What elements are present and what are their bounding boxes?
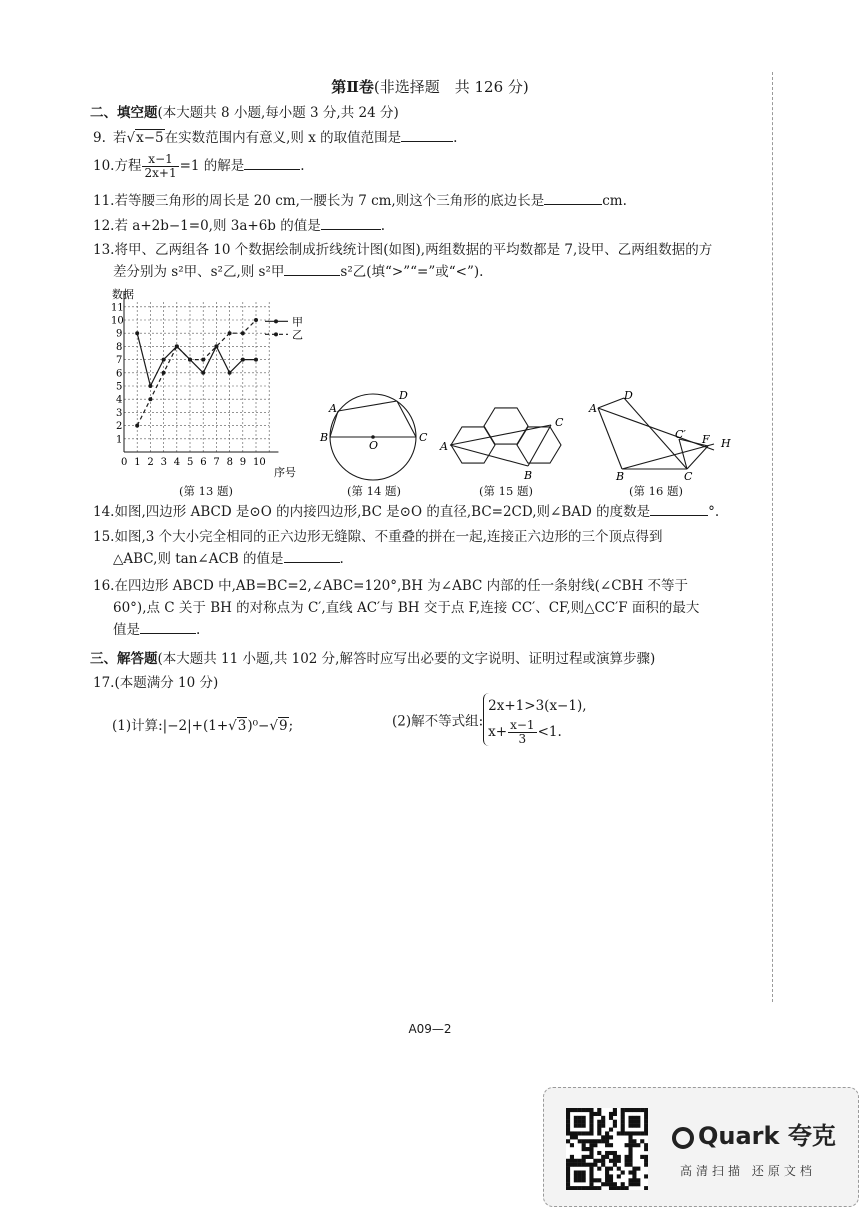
caption-15: (第 15 题) (479, 484, 533, 498)
chart-legend (265, 315, 303, 341)
label-c-prime: C′ (675, 428, 686, 441)
data-point (135, 424, 139, 428)
legend-marker (274, 319, 278, 323)
y-tick-label: 10 (111, 315, 124, 327)
label-d: D (399, 389, 408, 402)
answer-blank (284, 261, 340, 276)
data-point (175, 344, 179, 348)
x-tick-label: 7 (213, 457, 220, 468)
caption-13: (第 13 题) (179, 484, 233, 498)
data-point (162, 371, 166, 375)
label-c: C (684, 470, 693, 482)
inequality-system: 2x+1>3(x−1), x+ $\frac{x-1}{3}$ <1. (483, 693, 586, 746)
x-tick-label: 5 (187, 457, 194, 468)
qr-code-icon (566, 1108, 648, 1190)
label-f: F (702, 433, 710, 446)
question-17-header: 17.(本题满分 10 分) (93, 675, 219, 691)
chart-grid (124, 300, 269, 452)
y-tick-label: 3 (116, 407, 123, 419)
label-a: A (440, 440, 448, 453)
question-11: 11.若等腰三角形的周长是 20 cm,一腰长为 7 cm,则这个三角形的底边长是 cm. (93, 190, 753, 212)
x-tick-label: 2 (147, 457, 154, 468)
y-tick-label: 1 (116, 434, 123, 446)
data-point (201, 358, 205, 362)
data-point (228, 331, 232, 335)
data-point (228, 371, 232, 375)
question-15: 15.如图,3 个大小完全相同的正六边形无缝隙、不重叠的拼在一起,连接正六边形的三个顶点得到 △ABC,则 tan∠ACB 的值是 . (93, 529, 663, 567)
x-tick-label: 0 (121, 457, 128, 468)
y-tick-label: 2 (116, 421, 123, 433)
x-tick-label: 1 (134, 457, 141, 468)
label-o: O (369, 439, 379, 452)
question-17-part-1: (1)计算:|−2|+(1+√3)⁰−√9; (112, 718, 294, 734)
question-10: 10.方程 $\frac{x-1}{2x+1}$ =1 的解是 . (93, 152, 305, 180)
figure-15-hexagons (438, 398, 578, 484)
label-a: A (329, 402, 337, 415)
page-title: 第Ⅱ卷(非选择题 共 126 分) (331, 78, 529, 96)
label-b: B (616, 470, 625, 482)
quark-logo-icon (672, 1127, 694, 1149)
question-13: 13.将甲、乙两组各 10 个数据绘制成折线统计图(如图),两组数据的平均数都是 7,设甲、乙两组数据的方 差分别为 s²甲、s²乙,则 s²甲 s²乙(填“>”“=”或“<”). (93, 242, 713, 280)
label-b: B (320, 431, 329, 444)
figure-16-quadrilateral (584, 390, 734, 482)
y-tick-label: 11 (111, 302, 124, 314)
legend-label: 甲 (292, 315, 303, 329)
data-point (254, 358, 258, 362)
section-two-heading: 二、填空题(本大题共 8 小题,每小题 3 分,共 24 分) (90, 105, 399, 121)
data-point (162, 358, 166, 362)
quark-tagline: 高清扫描 还原文档 (680, 1164, 816, 1178)
legend-label: 乙 (292, 328, 303, 342)
y-tick-label: 7 (116, 355, 123, 367)
x-tick-label: 8 (226, 457, 233, 468)
margin-dashed-line (772, 72, 773, 1002)
data-point (148, 397, 152, 401)
section-three-heading: 三、解答题(本大题共 11 小题,共 102 分,解答时应写出必要的文字说明、证明过程或演算步骤) (90, 651, 656, 667)
y-tick-label: 9 (116, 328, 123, 340)
data-point (214, 344, 218, 348)
x-tick-label: 3 (160, 457, 167, 468)
answer-blank (401, 127, 453, 142)
answer-blank (321, 215, 381, 230)
answer-blank (140, 619, 196, 634)
answer-blank (284, 548, 340, 563)
data-point (241, 331, 245, 335)
chart-xlabel: 序号 (274, 466, 296, 479)
question-16: 16.在四边形 ABCD 中,AB=BC=2,∠ABC=120°,BH 为∠ABC 内部的任一条射线(∠CBH 不等于 60°),点 C 关于 BH 的对称点为 C′,直线 AC′与 BH 交于点 F,连接 CC′、CF,则△CC′F 面积的最大 值是 . (93, 578, 700, 638)
chart-ylabel: 数据 (112, 288, 134, 301)
label-a: A (589, 402, 597, 415)
y-tick-label: 5 (116, 381, 123, 393)
y-tick-label: 8 (116, 341, 123, 353)
legend-marker (274, 332, 278, 336)
question-17-part-2: (2)解不等式组:2x+1>3(x−1), x+ $\frac{x-1}{3}$ <1. (392, 693, 587, 746)
question-9: 9. 若√x−5在实数范围内有意义,则 x 的取值范围是 . (93, 127, 753, 149)
data-point (254, 318, 258, 322)
x-tick-label: 9 (239, 457, 247, 468)
caption-16: (第 16 题) (629, 484, 683, 498)
page-footer: A09—2 (408, 1022, 452, 1036)
data-point (148, 384, 152, 388)
label-h: H (721, 437, 731, 450)
label-c: C (555, 416, 564, 429)
question-12: 12.若 a+2b−1=0,则 3a+6b 的值是 . (93, 215, 753, 237)
fraction: $\frac{x-1}{2x+1}$ (144, 152, 177, 180)
x-tick-label: 10 (253, 457, 266, 468)
question-14: 14.如图,四边形 ABCD 是⊙O 的内接四边形,BC 是⊙O 的直径,BC=2CD,则∠BAD 的度数是 °. (93, 501, 753, 523)
quark-watermark (543, 1087, 859, 1207)
data-point (241, 358, 245, 362)
answer-blank (650, 501, 708, 516)
label-d: D (624, 390, 633, 402)
data-point (188, 358, 192, 362)
line-chart-q13 (108, 286, 318, 486)
x-tick-label: 4 (173, 457, 181, 468)
y-tick-label: 4 (116, 394, 123, 406)
quark-brand: Quark 夸克 (672, 1116, 836, 1151)
y-tick-label: 6 (116, 368, 123, 380)
answer-blank (244, 155, 300, 170)
label-b: B (524, 469, 533, 482)
data-point (201, 371, 205, 375)
figure-14-circle (318, 386, 438, 486)
data-point (135, 331, 139, 335)
caption-14: (第 14 题) (347, 484, 401, 498)
x-tick-label: 6 (200, 457, 207, 468)
label-c: C (419, 431, 428, 444)
answer-blank (544, 190, 602, 205)
